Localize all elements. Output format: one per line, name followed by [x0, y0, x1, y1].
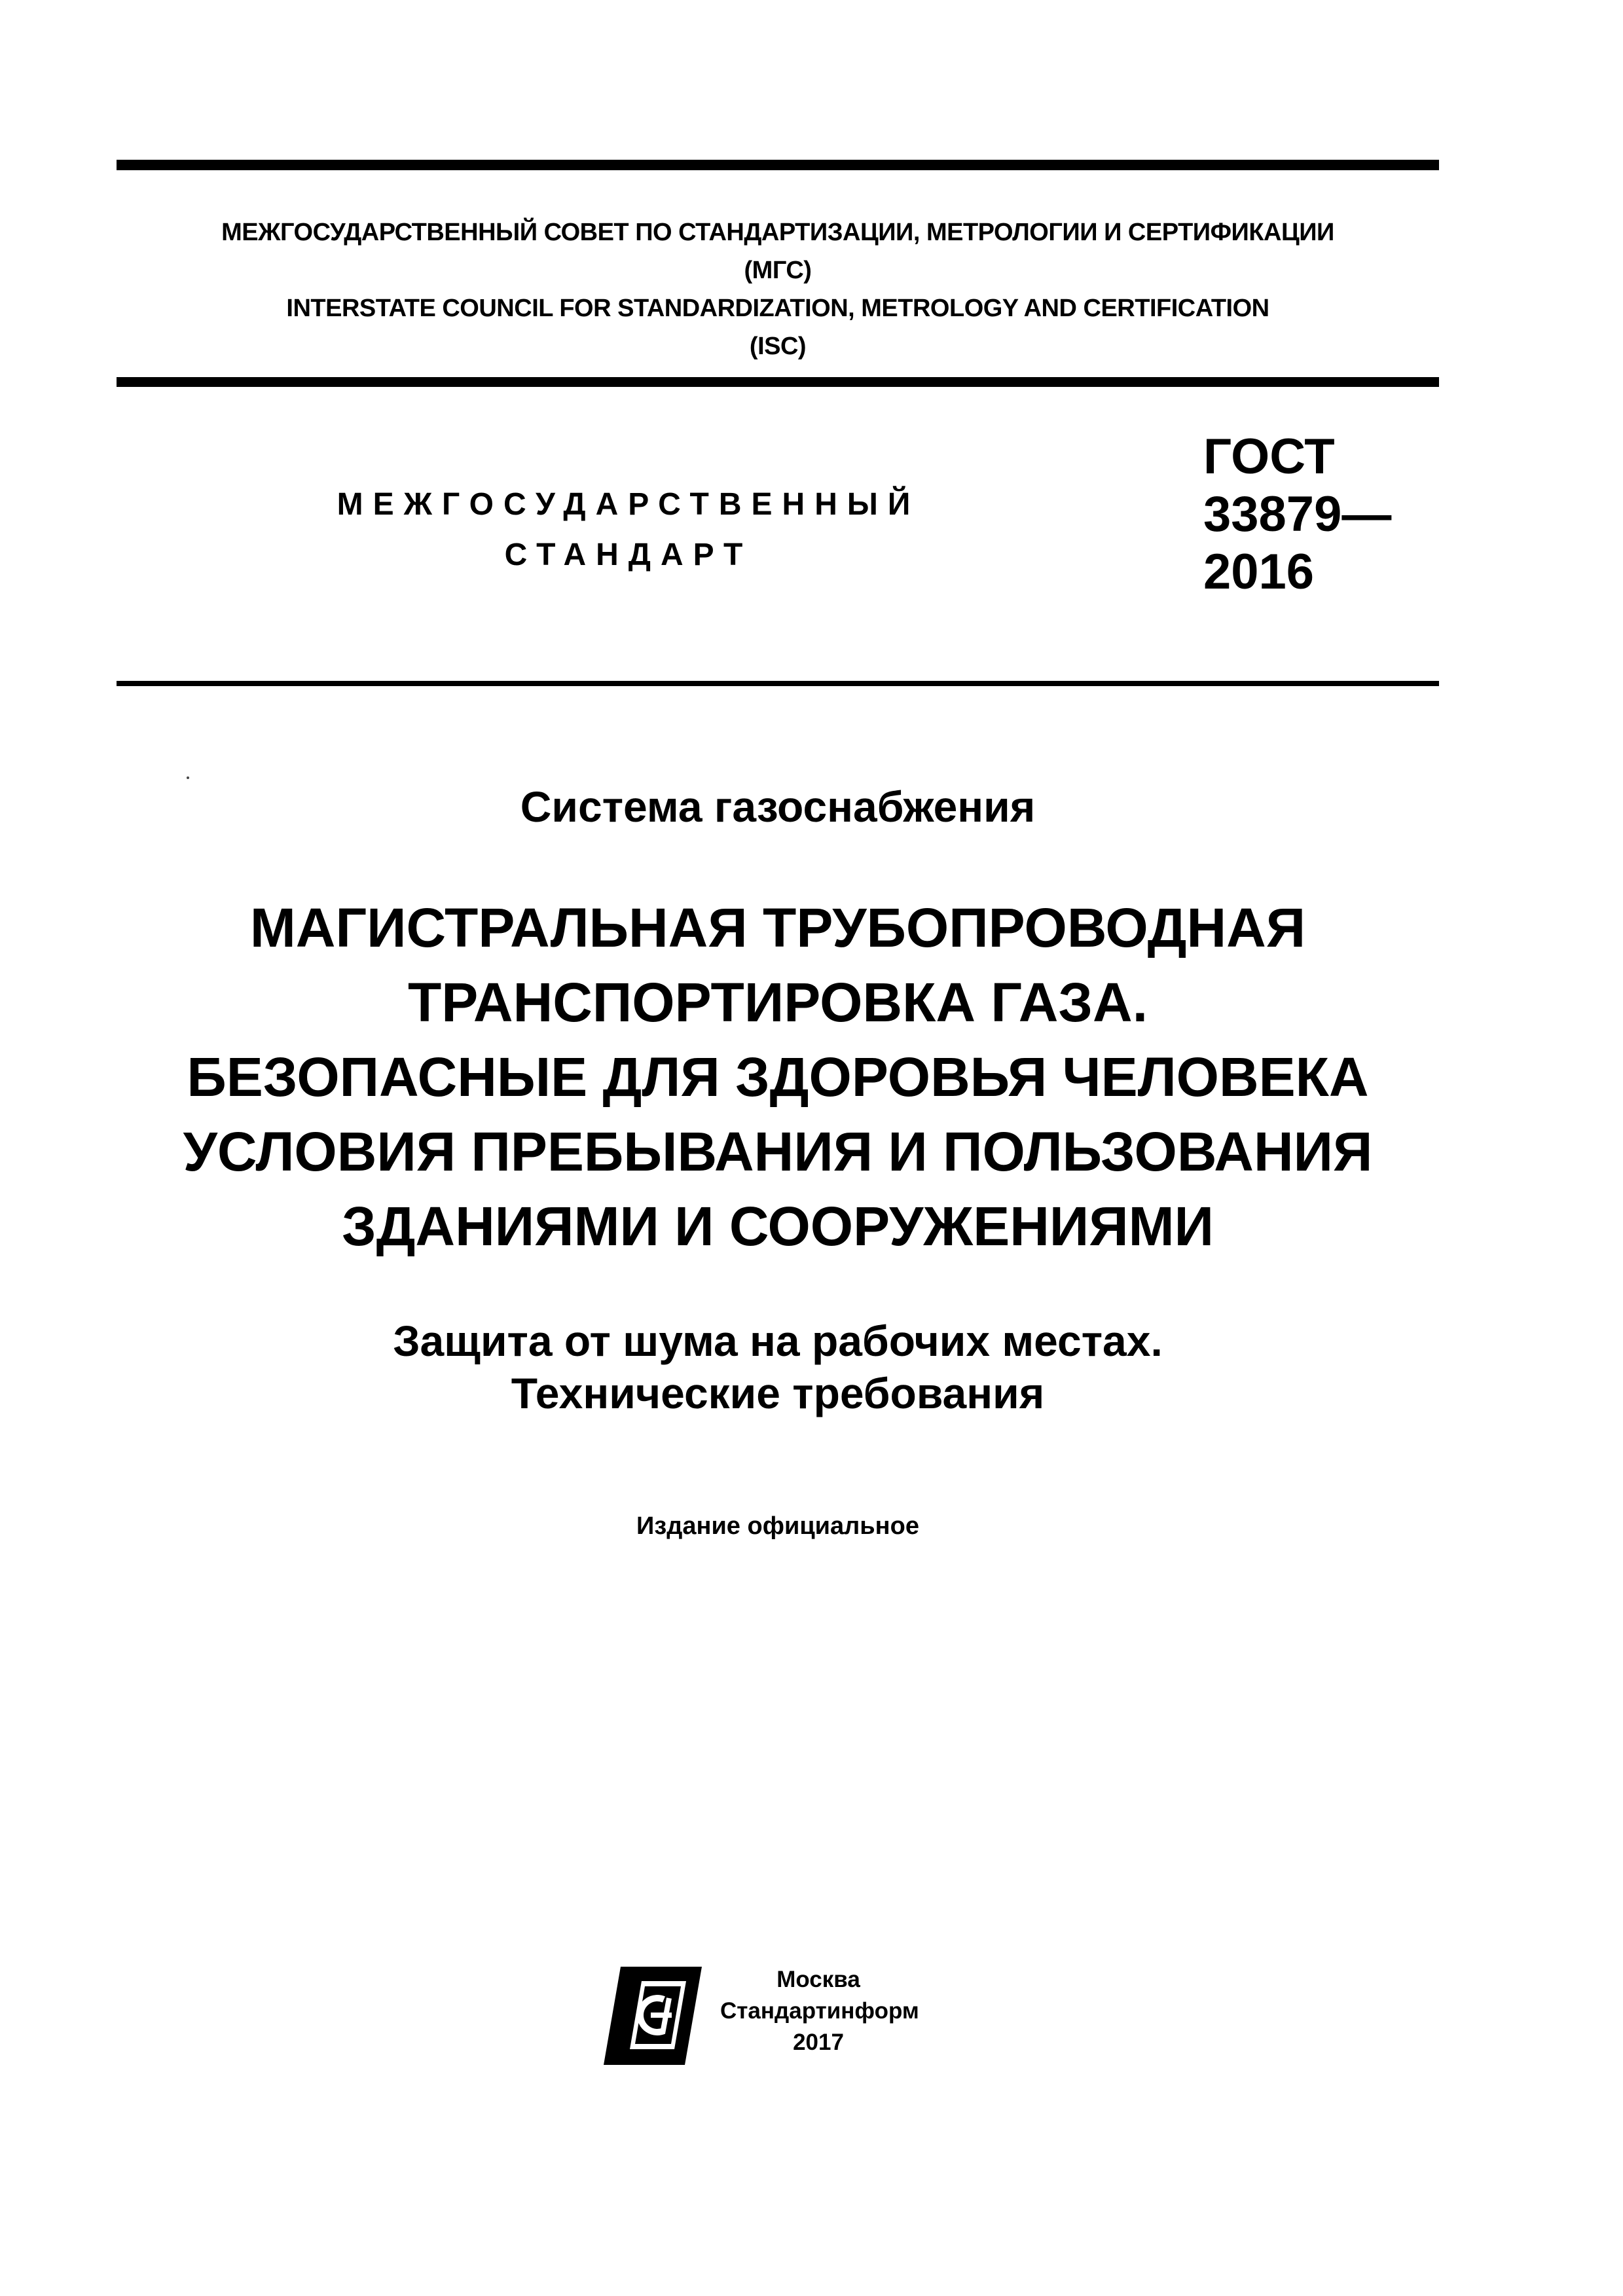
system-title: Система газоснабжения: [520, 782, 1036, 831]
middle-rule: [117, 377, 1439, 387]
document-title: [117, 890, 1439, 1264]
council-name-en: INTERSTATE COUNCIL FOR STANDARDIZATION, METROLOGY AND CERTIFICATION: [286, 295, 1269, 322]
designation-number: 33879—: [1203, 486, 1392, 542]
standard-designation: [1203, 428, 1439, 601]
publisher-city: Москва: [776, 1967, 860, 1992]
designation-prefix: ГОСТ: [1203, 429, 1335, 484]
standartinform-logo-icon: [604, 1967, 702, 2065]
subtitle-line: Технические требования: [511, 1369, 1045, 1417]
title-line: ЗДАНИЯМИ И СООРУЖЕНИЯМИ: [341, 1195, 1214, 1257]
designation-year: 2016: [1203, 544, 1315, 600]
lower-rule: [117, 681, 1439, 686]
standard-kind-line1: МЕЖГОСУДАРСТВЕННЫЙ: [337, 487, 921, 522]
title-line: МАГИСТРАЛЬНАЯ ТРУБОПРОВОДНАЯ: [249, 897, 1306, 958]
title-line: БЕЗОПАСНЫЕ ДЛЯ ЗДОРОВЬЯ ЧЕЛОВЕКА: [187, 1046, 1369, 1108]
edition-label: Издание официальное: [636, 1512, 919, 1540]
council-name-ru: МЕЖГОСУДАРСТВЕННЫЙ СОВЕТ ПО СТАНДАРТИЗАЦИИ, МЕТРОЛОГИИ И СЕРТИФИКАЦИИ: [221, 219, 1334, 246]
council-abbr-ru: (МГС): [744, 257, 812, 284]
council-header: [117, 213, 1439, 365]
council-abbr-en: (ISC): [749, 333, 807, 360]
subtitle-line: Защита от шума на рабочих местах.: [393, 1317, 1163, 1365]
title-line: ТРАНСПОРТИРОВКА ГАЗА.: [407, 972, 1148, 1033]
standard-kind: [275, 479, 982, 580]
standard-kind-line2: СТАНДАРТ: [504, 538, 753, 572]
top-rule: [117, 160, 1439, 170]
publisher-year: 2017: [793, 2030, 844, 2055]
publisher-block: [720, 1964, 917, 2058]
title-line: УСЛОВИЯ ПРЕБЫВАНИЯ И ПОЛЬЗОВАНИЯ: [183, 1121, 1373, 1182]
publisher-name: Стандартинформ: [720, 1998, 919, 2024]
document-subtitle: [117, 1315, 1439, 1419]
